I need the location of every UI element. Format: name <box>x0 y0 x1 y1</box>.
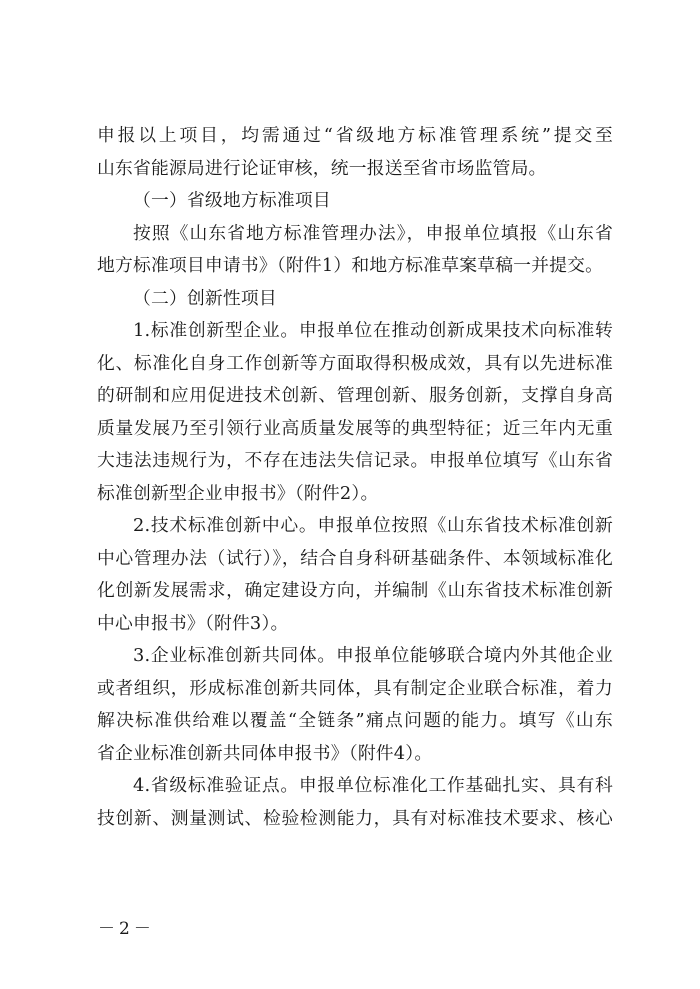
paragraph-item-3 <box>97 640 613 770</box>
heading-line: （二）创新性项目 <box>133 287 277 309</box>
text-line: 标准创新型企业申报书》（附件2）。 <box>97 482 379 504</box>
text-line: 或者组织，形成标准创新共同体，具有制定企业联合标准，着力 <box>97 677 613 699</box>
text-line: 3.企业标准创新共同体。申报单位能够联合境内外其他企业 <box>133 645 613 666</box>
paragraph-intro <box>97 120 613 185</box>
document-body <box>97 120 613 835</box>
paragraph-item-2 <box>97 510 613 640</box>
text-line: 4.省级标准验证点。申报单位标准化工作基础扎实、具有科 <box>133 775 613 796</box>
text-line: 地方标准项目申请书》（附件1）和地方标准草案草稿一并提交。 <box>97 255 604 276</box>
heading-line: （一）省级地方标准项目 <box>133 190 331 211</box>
text-line: 省企业标准创新共同体申报书》（附件4）。 <box>97 742 433 764</box>
section-heading-innovation-projects <box>97 283 613 316</box>
page-number: －2－ <box>98 919 155 939</box>
text-line: 1.标准创新型企业。申报单位在推动创新成果技术向标准转 <box>133 320 613 341</box>
text-line: 化、标准化自身工作创新等方面取得积极成效，具有以先进标准 <box>97 352 613 374</box>
text-line: 按照《山东省地方标准管理办法》，申报单位填报《山东省 <box>133 222 613 244</box>
text-line: 大违法违规行为，不存在违法失信记录。申报单位填写《山东省 <box>97 450 613 471</box>
text-line: 山东省能源局进行论证审核，统一报送至省市场监管局。 <box>97 157 547 179</box>
paragraph-provincial-standard <box>97 218 613 283</box>
text-line: 2.技术标准创新中心。申报单位按照《山东省技术标准创新 <box>133 515 613 536</box>
paragraph-item-1 <box>97 315 613 510</box>
text-line: 解决标准供给难以覆盖“全链条”痛点问题的能力。填写《山东 <box>97 710 613 731</box>
text-line: 的研制和应用促进技术创新、管理创新、服务创新，支撑自身高 <box>97 385 613 406</box>
text-line: 质量发展乃至引领行业高质量发展等的典型特征；近三年内无重 <box>97 417 613 439</box>
text-line: 化创新发展需求，确定建设方向，并编制《山东省技术标准创新 <box>97 580 613 601</box>
paragraph-item-4 <box>97 770 613 835</box>
text-line: 申报以上项目，均需通过“省级地方标准管理系统”提交至 <box>97 125 613 146</box>
text-line: 技创新、测量测试、检验检测能力，具有对标准技术要求、核心 <box>97 807 613 829</box>
text-line: 中心管理办法（试行）》，结合自身科研基础条件、本领域标准化 <box>97 547 613 569</box>
text-line: 中心申报书》（附件3）。 <box>97 612 289 634</box>
section-heading-provincial-standard <box>97 185 613 218</box>
